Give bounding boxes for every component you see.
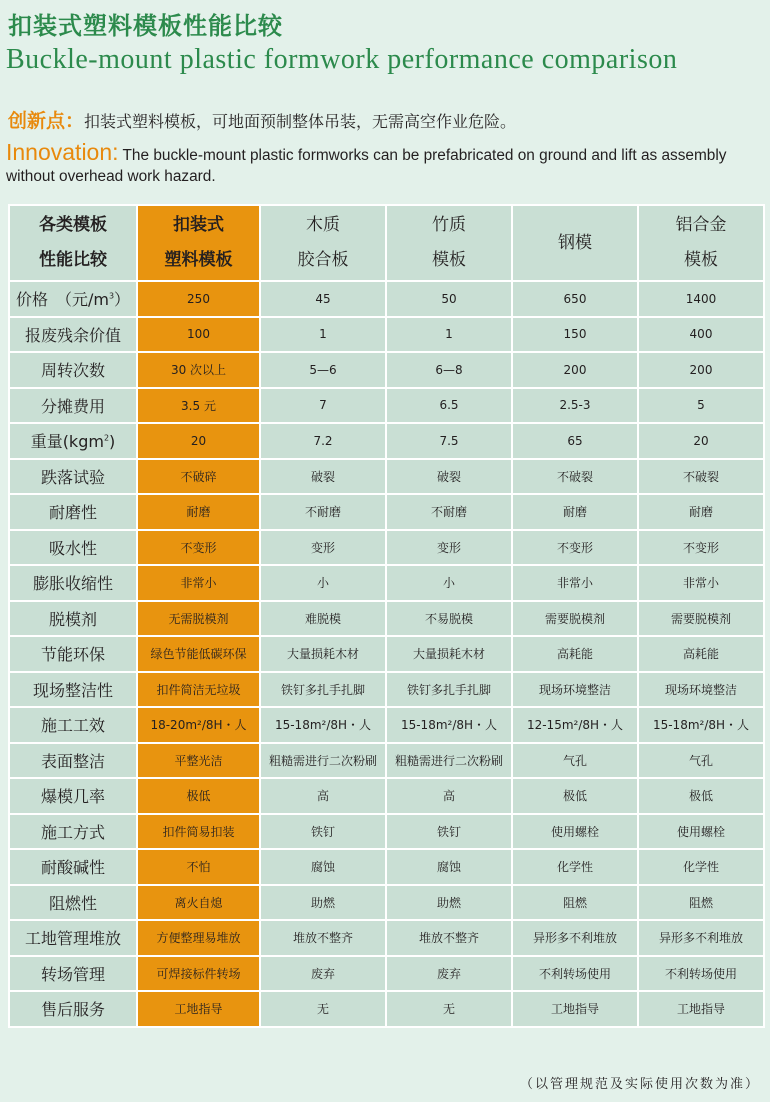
row-label-sup: 2 — [103, 433, 110, 443]
row-label-text: 现场整洁性 — [32, 680, 113, 700]
table-row — [9, 956, 764, 992]
row-label-text: 工地管理堆放 — [24, 929, 121, 949]
highlight-cell: 可焊接标件转场 — [137, 956, 260, 992]
row-label-text: 施工方式 — [40, 822, 105, 842]
table-cell: 阻燃 — [512, 885, 638, 921]
row-label — [9, 956, 137, 992]
innovation-cn-label: 创新点： — [8, 110, 85, 132]
row-label-text: 节能环保 — [40, 645, 105, 665]
row-label — [9, 601, 137, 637]
table-row — [9, 743, 764, 779]
table-cell: 无 — [386, 991, 512, 1027]
highlight-cell: 平整光洁 — [137, 743, 260, 779]
innovation-en-text: The buckle-mount plastic formworks can be prefabricated on ground and lift as assembly without overhead work hazard. — [6, 147, 727, 185]
highlight-cell: 不怕 — [137, 849, 260, 885]
table-cell: 200 — [512, 352, 638, 388]
table-cell: 极低 — [512, 778, 638, 814]
row-label-text: 售后服务 — [40, 1000, 105, 1020]
row-label — [9, 991, 137, 1027]
table-cell: 助燃 — [386, 885, 512, 921]
row-label — [9, 672, 137, 708]
row-label-end: ) — [109, 432, 116, 452]
table-cell: 400 — [638, 317, 764, 353]
row-label-text: 表面整洁 — [40, 751, 105, 771]
header-cell — [9, 205, 137, 281]
header-line: 木质 — [306, 215, 340, 235]
table-cell: 大量损耗木材 — [260, 636, 386, 672]
table-cell: 50 — [386, 281, 512, 317]
table-cell: 变形 — [260, 530, 386, 566]
highlight-cell: 不变形 — [137, 530, 260, 566]
table-cell: 1 — [260, 317, 386, 353]
table-cell: 150 — [512, 317, 638, 353]
header-line: 各类模板 — [39, 215, 107, 235]
header-line: 模板 — [432, 250, 466, 270]
row-label-text: 跌落试验 — [40, 467, 105, 487]
table-cell: 1400 — [638, 281, 764, 317]
table-cell: 气孔 — [638, 743, 764, 779]
highlight-cell: 方便整理易堆放 — [137, 920, 260, 956]
row-label — [9, 849, 137, 885]
row-label-text: 耐酸碱性 — [40, 858, 105, 878]
table-cell: 高 — [260, 778, 386, 814]
table-cell: 铁钉 — [386, 814, 512, 850]
header-line: 钢模 — [558, 232, 592, 253]
table-cell: 现场环境整洁 — [512, 672, 638, 708]
table-cell: 7 — [260, 388, 386, 424]
table-cell: 不易脱模 — [386, 601, 512, 637]
table-row — [9, 885, 764, 921]
table-row — [9, 601, 764, 637]
innovation-en — [6, 139, 768, 187]
row-label — [9, 494, 137, 530]
table-row — [9, 423, 764, 459]
highlight-cell: 扣件简易扣装 — [137, 814, 260, 850]
table-row — [9, 849, 764, 885]
table-cell: 气孔 — [512, 743, 638, 779]
page-title: 扣装式塑料模板性能比较 — [8, 12, 283, 40]
table-cell: 极低 — [638, 778, 764, 814]
header-line: 扣装式 — [173, 215, 224, 235]
table-cell: 15-18m²/8H・人 — [260, 707, 386, 743]
table-cell: 非常小 — [512, 565, 638, 601]
row-label-text: 脱模剂 — [48, 609, 97, 629]
header-line: 性能比较 — [39, 250, 107, 270]
highlight-cell: 250 — [137, 281, 260, 317]
row-label-text: 分摊费用 — [40, 396, 105, 416]
highlight-cell: 18-20m²/8H・人 — [137, 707, 260, 743]
table-cell: 65 — [512, 423, 638, 459]
table-cell: 废弃 — [260, 956, 386, 992]
table-cell: 7.2 — [260, 423, 386, 459]
innovation-cn — [8, 106, 516, 133]
table-cell: 铁钉 — [260, 814, 386, 850]
table-cell: 5 — [638, 388, 764, 424]
table-cell: 不利转场使用 — [512, 956, 638, 992]
row-label-text: 膨胀收缩性 — [32, 574, 113, 594]
table-cell: 铁钉多扎手扎脚 — [260, 672, 386, 708]
row-label — [9, 565, 137, 601]
table-cell: 变形 — [386, 530, 512, 566]
table-cell: 阻燃 — [638, 885, 764, 921]
table-cell: 破裂 — [386, 459, 512, 495]
table-cell: 不破裂 — [638, 459, 764, 495]
table-cell: 不变形 — [638, 530, 764, 566]
row-label — [9, 743, 137, 779]
row-label — [9, 920, 137, 956]
header-line: 竹质 — [432, 215, 466, 235]
row-label-sup: 3 — [108, 291, 115, 301]
table-cell: 需要脱模剂 — [638, 601, 764, 637]
footnote: （以管理规范及实际使用次数为准） — [519, 1077, 760, 1092]
page-subtitle: Buckle-mount plastic formwork performance comparison — [6, 44, 678, 75]
table-cell: 粗糙需进行二次粉刷 — [386, 743, 512, 779]
highlight-cell: 不破碎 — [137, 459, 260, 495]
table-cell: 异形多不利堆放 — [512, 920, 638, 956]
innovation-cn-text: 扣装式塑料模板，可地面预制整体吊装，无需高空作业危险。 — [84, 112, 517, 131]
table-row — [9, 494, 764, 530]
table-cell: 使用螺栓 — [512, 814, 638, 850]
table-cell: 工地指导 — [638, 991, 764, 1027]
highlight-cell: 工地指导 — [137, 991, 260, 1027]
row-label-text: 耐磨性 — [48, 503, 97, 523]
highlight-cell: 无需脱模剂 — [137, 601, 260, 637]
table-cell: 不耐磨 — [260, 494, 386, 530]
row-label-text: 阻燃性 — [48, 893, 97, 913]
row-label — [9, 388, 137, 424]
table-cell: 不利转场使用 — [638, 956, 764, 992]
highlight-cell: 极低 — [137, 778, 260, 814]
innovation-en-label: Innovation: — [6, 139, 119, 165]
table-row — [9, 636, 764, 672]
table-cell: 无 — [260, 991, 386, 1027]
table-cell: 非常小 — [638, 565, 764, 601]
table-cell: 高 — [386, 778, 512, 814]
table-cell: 小 — [260, 565, 386, 601]
row-label-text: 施工工效 — [40, 716, 105, 736]
table-cell: 现场环境整洁 — [638, 672, 764, 708]
header-cell — [260, 205, 386, 281]
header-cell — [638, 205, 764, 281]
table-cell: 12-15m²/8H・人 — [512, 707, 638, 743]
header-cell — [386, 205, 512, 281]
header-line: 胶合板 — [297, 250, 349, 270]
table-cell: 废弃 — [386, 956, 512, 992]
table-row — [9, 565, 764, 601]
table-cell: 堆放不整齐 — [386, 920, 512, 956]
row-label-end: ） — [114, 290, 131, 310]
table-cell: 15-18m²/8H・人 — [386, 707, 512, 743]
table-row — [9, 991, 764, 1027]
row-label-text: 吸水性 — [48, 538, 97, 558]
table-row — [9, 920, 764, 956]
row-label — [9, 778, 137, 814]
table-cell: 1 — [386, 317, 512, 353]
row-label — [9, 814, 137, 850]
header-line: 塑料模板 — [164, 250, 233, 270]
highlight-cell: 离火自熄 — [137, 885, 260, 921]
row-label — [9, 636, 137, 672]
table-cell: 耐磨 — [512, 494, 638, 530]
table-row — [9, 281, 764, 317]
row-label — [9, 423, 137, 459]
table-cell: 耐磨 — [638, 494, 764, 530]
table-row — [9, 672, 764, 708]
table-cell: 2.5-3 — [512, 388, 638, 424]
highlight-cell: 3.5 元 — [137, 388, 260, 424]
highlight-cell: 20 — [137, 423, 260, 459]
table-row — [9, 388, 764, 424]
table-cell: 5—6 — [260, 352, 386, 388]
table-cell: 堆放不整齐 — [260, 920, 386, 956]
table-cell: 助燃 — [260, 885, 386, 921]
table-cell: 腐蚀 — [260, 849, 386, 885]
row-label-text: 爆模几率 — [40, 787, 105, 807]
table-cell: 化学性 — [638, 849, 764, 885]
table-header-row — [9, 205, 764, 281]
row-label — [9, 885, 137, 921]
table-cell: 破裂 — [260, 459, 386, 495]
row-label — [9, 459, 137, 495]
table-cell: 使用螺栓 — [638, 814, 764, 850]
table-cell: 化学性 — [512, 849, 638, 885]
table-cell: 高耗能 — [638, 636, 764, 672]
highlight-cell: 耐磨 — [137, 494, 260, 530]
row-label — [9, 281, 137, 317]
table-cell: 15-18m²/8H・人 — [638, 707, 764, 743]
row-label — [9, 707, 137, 743]
table-cell: 需要脱模剂 — [512, 601, 638, 637]
table-row — [9, 317, 764, 353]
table-cell: 铁钉多扎手扎脚 — [386, 672, 512, 708]
table-cell: 小 — [386, 565, 512, 601]
table-cell: 不耐磨 — [386, 494, 512, 530]
header-cell — [137, 205, 260, 281]
highlight-cell: 绿色节能低碳环保 — [137, 636, 260, 672]
table-cell: 650 — [512, 281, 638, 317]
table-cell: 6.5 — [386, 388, 512, 424]
table-cell: 腐蚀 — [386, 849, 512, 885]
highlight-cell: 非常小 — [137, 565, 260, 601]
table-row — [9, 814, 764, 850]
table-cell: 7.5 — [386, 423, 512, 459]
row-label-text: 价格 （元/m — [15, 290, 109, 310]
row-label — [9, 317, 137, 353]
row-label — [9, 530, 137, 566]
table-cell: 20 — [638, 423, 764, 459]
header-line: 铝合金 — [675, 215, 727, 235]
table-cell: 6—8 — [386, 352, 512, 388]
row-label-text: 报废残余价值 — [24, 325, 121, 345]
table-cell: 不变形 — [512, 530, 638, 566]
highlight-cell: 30 次以上 — [137, 352, 260, 388]
table-cell: 难脱模 — [260, 601, 386, 637]
table-cell: 200 — [638, 352, 764, 388]
table-row — [9, 352, 764, 388]
table-row — [9, 707, 764, 743]
header-cell — [512, 205, 638, 281]
table-cell: 粗糙需进行二次粉刷 — [260, 743, 386, 779]
table-row — [9, 459, 764, 495]
table-cell: 大量损耗木材 — [386, 636, 512, 672]
table-cell: 45 — [260, 281, 386, 317]
table-cell: 异形多不利堆放 — [638, 920, 764, 956]
row-label-text: 重量(kgm — [30, 432, 104, 452]
row-label-text: 周转次数 — [40, 361, 105, 381]
row-label-text: 转场管理 — [40, 964, 105, 984]
highlight-cell: 100 — [137, 317, 260, 353]
table-cell: 工地指导 — [512, 991, 638, 1027]
row-label — [9, 352, 137, 388]
header-line: 模板 — [684, 250, 718, 270]
highlight-cell: 扣件简洁无垃圾 — [137, 672, 260, 708]
table-row — [9, 778, 764, 814]
table-cell: 高耗能 — [512, 636, 638, 672]
table-row — [9, 530, 764, 566]
table-cell: 不破裂 — [512, 459, 638, 495]
comparison-table — [8, 204, 765, 1028]
